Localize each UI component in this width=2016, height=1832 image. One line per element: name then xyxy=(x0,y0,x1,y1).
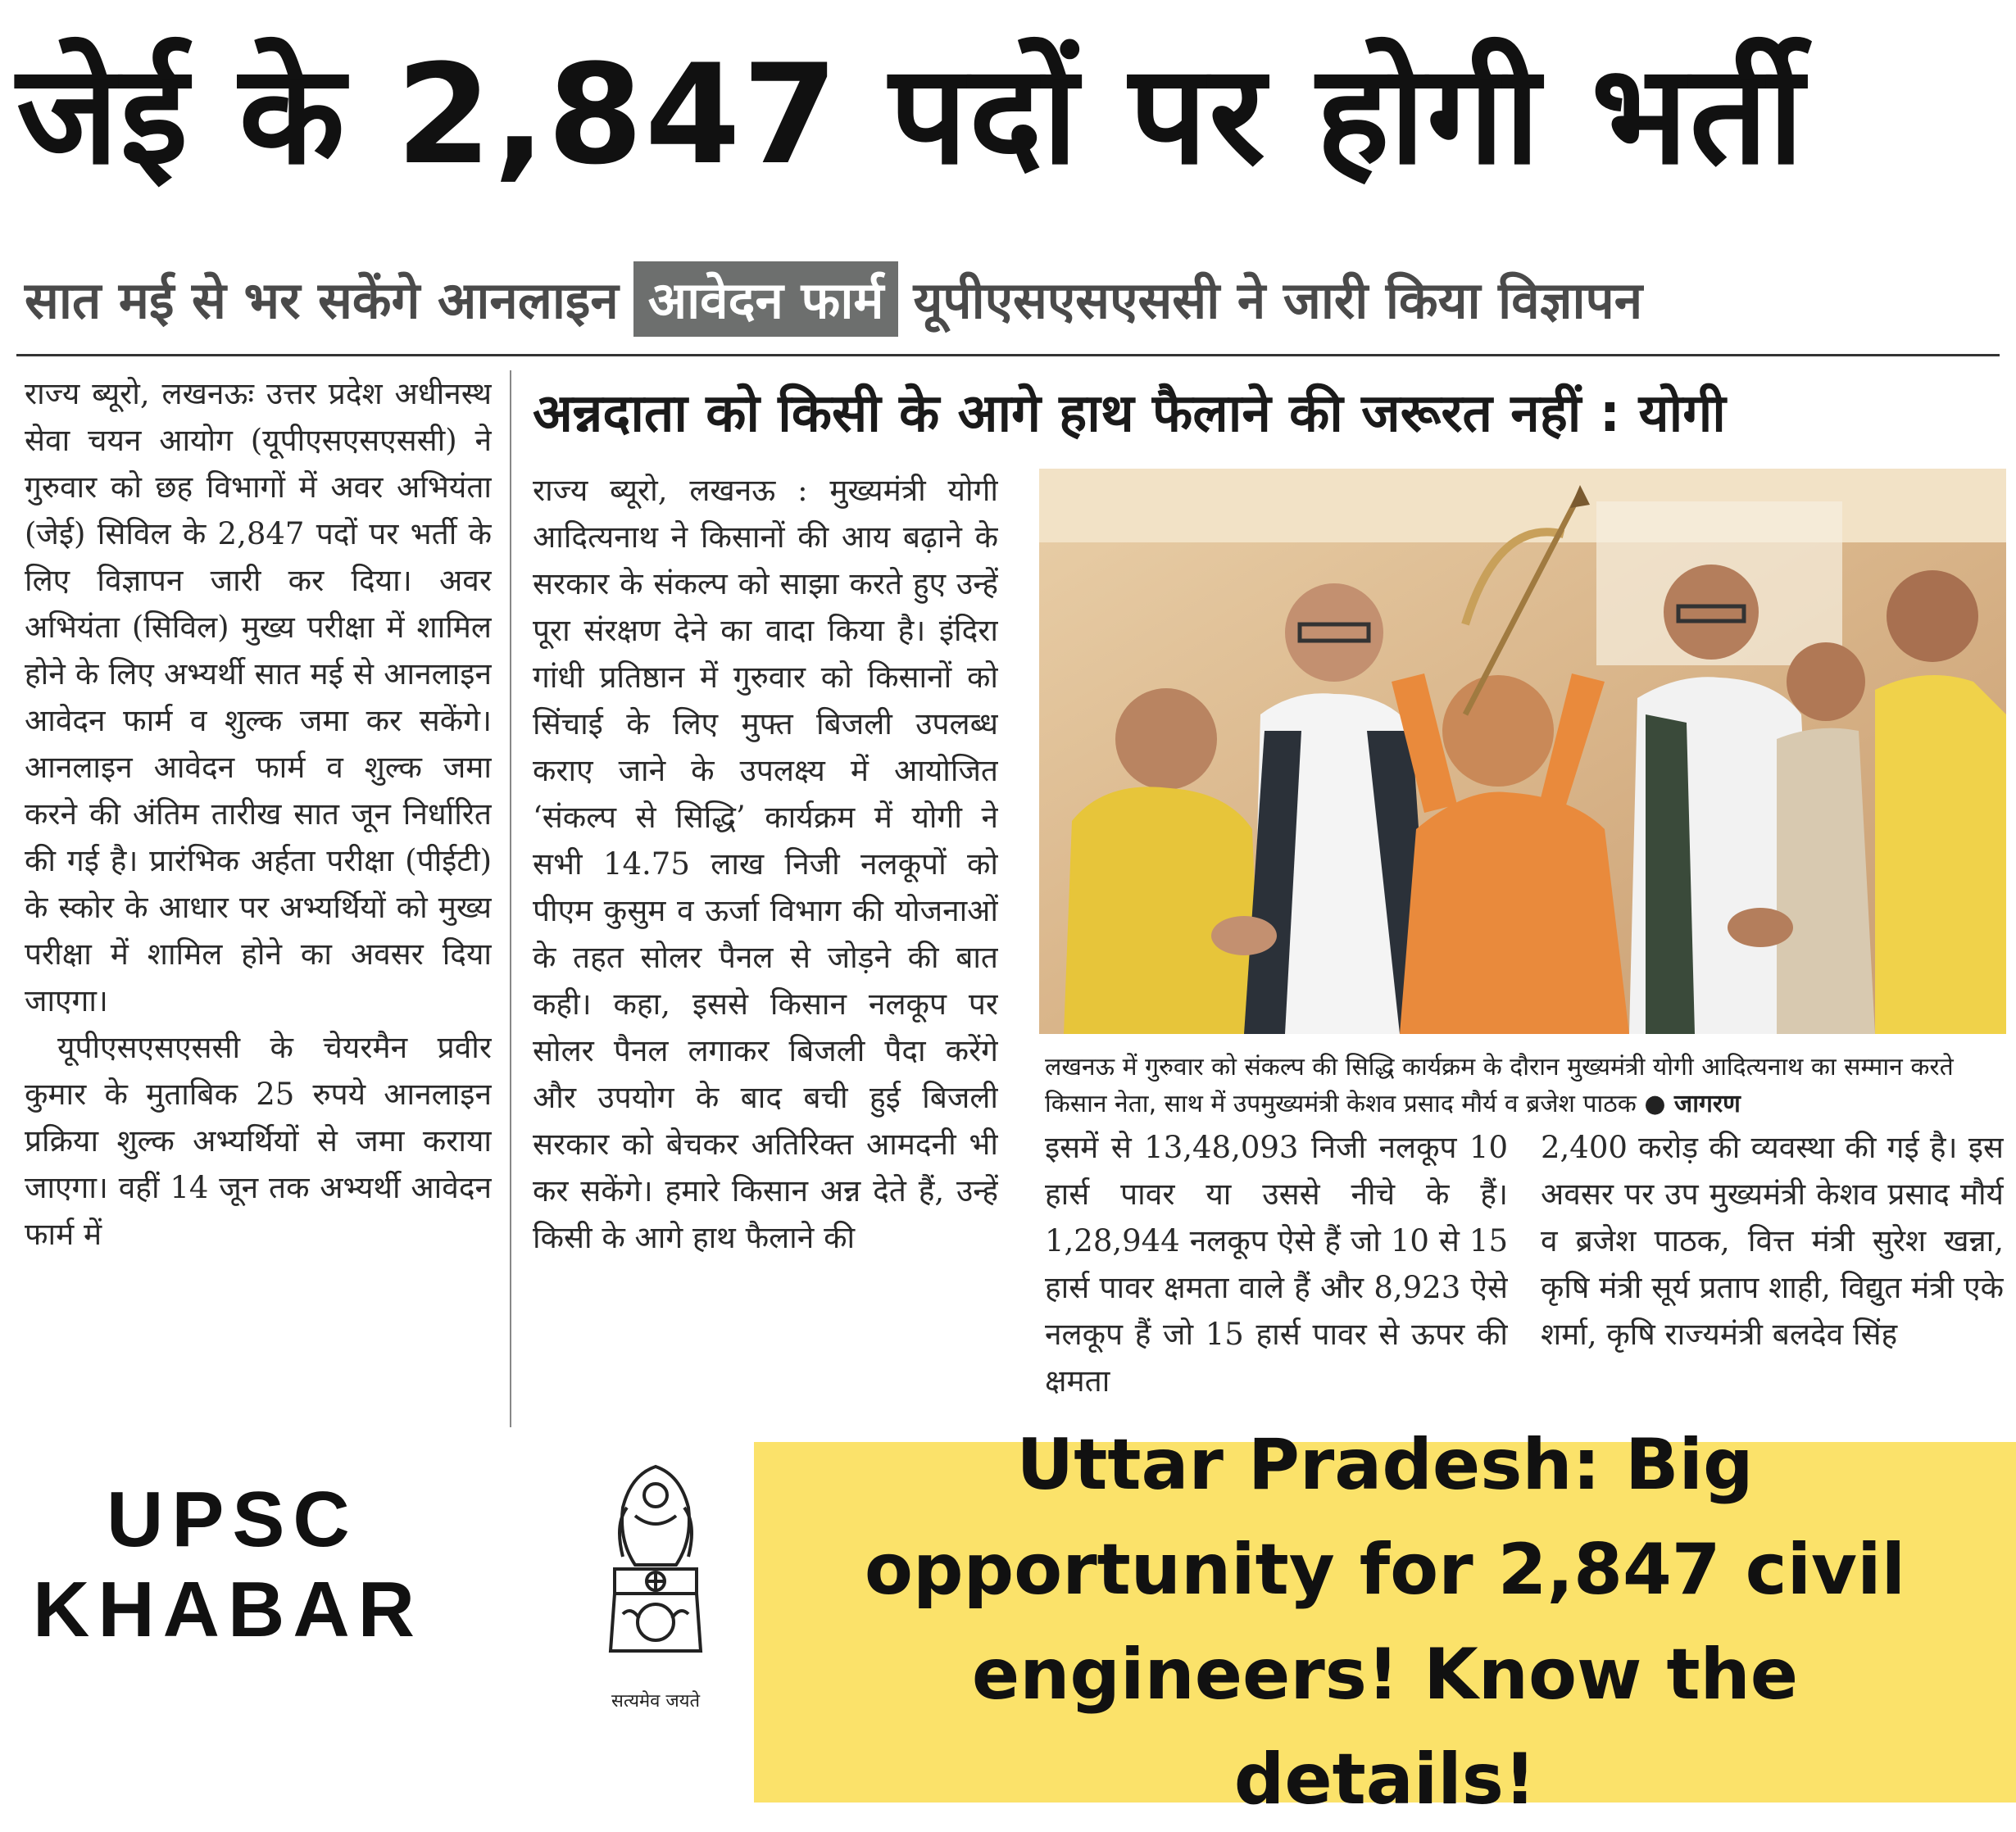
main-headline: जेई के 2,847 पदों पर होगी भर्ती xyxy=(16,34,1805,195)
column-divider xyxy=(510,370,511,1427)
subhead-left: सात मई से भर सकेंगे आनलाइन xyxy=(25,270,619,330)
story1-paragraph-1: राज्य ब्यूरो, लखनऊः उत्तर प्रदेश अधीनस्थ सेवा चयन आयोग (यूपीएसएसएससी) ने गुरुवार को छह विभागों में अवर अभियंता (जेई) सिविल के 2,847 पदों पर भर्ती के लिए विज्ञापन जारी कर दिया। अवर अभियंता (सिविल) मुख्य परीक्षा में शामिल होने के लिए अभ्यर्थी सात मई से आनलाइन आवेदन फार्म व शुल्क जमा कर सकेंगे। आनलाइन आवेदन फार्म व शुल्क जमा करने की अंतिम तारीख सात जून निर्धारित की गई है। प्रारंभिक अर्हता परीक्षा (पीईटी) के स्कोर के आधार पर अभ्यर्थियों को मुख्य परीक्षा में शामिल होने का अवसर दिया जाएगा। xyxy=(25,376,492,1018)
logo-line-2: KHABAR xyxy=(33,1566,423,1653)
story1-paragraph-2: यूपीएसएसएससी के चेयरमैन प्रवीर कुमार के मुताबिक 25 रुपये आनलाइन प्रक्रिया शुल्क अभ्यर्थियों से जमा कराया जाएगा। वहीं 14 जून तक अभ्यर्थी आवेदन फार्म में xyxy=(25,1030,492,1252)
photo-credit: ● जागरण xyxy=(1644,1090,1741,1118)
logo-line-1: UPSC xyxy=(107,1476,358,1563)
story2-column-2: इसमें से 13,48,093 निजी नलकूप 10 हार्स पावर या उससे नीचे के हैं। 1,28,944 नलकूप ऐसे हैं जो 10 से 15 हार्स पावर क्षमता वाले हैं और 8,923 ऐसे नलकूप हैं जो 15 हार्स पावर से ऊपर की क्षमता xyxy=(1045,1130,1508,1399)
subhead-right: यूपीएसएसएससी ने जारी किया विज्ञापन xyxy=(913,270,1643,330)
story2-column-3: 2,400 करोड़ की व्यवस्था की गई है। इस अवसर पर उप मुख्यमंत्री केशव प्रसाद मौर्य व ब्रजेश पाठक, वित्त मंत्री सुरेश खन्ना, कृषि मंत्री सूर्य प्रताप शाही, विद्युत मंत्री एके शर्मा, कृषि राज्यमंत्री बलदेव सिंह xyxy=(1541,1130,2004,1352)
subhead-highlight-box: आवेदन फार्म xyxy=(633,261,899,337)
ashoka-emblem-icon xyxy=(590,1458,721,1696)
caption-text: लखनऊ में गुरुवार को संकल्प की सिद्धि कार्यक्रम के दौरान मुख्यमंत्री योगी आदित्यनाथ का सम्मान करते किसान नेता, साथ में उपमुख्यमंत्री केशव प्रसाद मौर्य व ब्रजेश पाठक xyxy=(1045,1053,1954,1118)
upsc-khabar-logo xyxy=(33,1475,492,1655)
event-photo xyxy=(1039,469,2006,1034)
banner-text: Uttar Pradesh: Big opportunity for 2,847 civil engineers! Know the details! xyxy=(864,1424,1906,1821)
story2-headline: अन्नदाता को किसी के आगे हाथ फैलाने की जरूरत नहीं : योगी xyxy=(533,383,1726,444)
emblem-motto: सत्यमेव जयते xyxy=(611,1691,701,1712)
english-title-banner xyxy=(754,1424,2016,1821)
story2-column-1: राज्य ब्यूरो, लखनऊ : मुख्यमंत्री योगी आदित्यनाथ ने किसानों की आय बढ़ाने के सरकार के संकल्प को साझा करते हुए उन्हें पूरा संरक्षण देने का वादा किया है। इंदिरा गांधी प्रतिष्ठान में गुरुवार को किसानों को सिंचाई के लिए मुफ्त बिजली उपलब्ध कराए जाने के उपलक्ष्य में आयोजित ‘संकल्प से सिद्धि’ कार्यक्रम में योगी ने सभी 14.75 लाख निजी नलकूपों को पीएम कुसुम व ऊर्जा विभाग की योजनाओं के तहत सोलर पैनल से जोड़ने की बात कही। कहा, इससे किसान नलकूप पर सोलर पैनल लगाकर बिजली पैदा करेंगे और उपयोग के बाद बची हुई बिजली सरकार को बेचकर अतिरिक्त आमदनी भी कर सकेंगे। हमारे किसान अन्न देते हैं, उन्हें किसी के आगे हाथ फैलाने की xyxy=(533,473,998,1255)
top-rule xyxy=(16,354,2000,356)
photo-caption xyxy=(1045,1049,2004,1122)
subheadline xyxy=(25,246,2008,352)
story1-column xyxy=(25,370,492,1403)
